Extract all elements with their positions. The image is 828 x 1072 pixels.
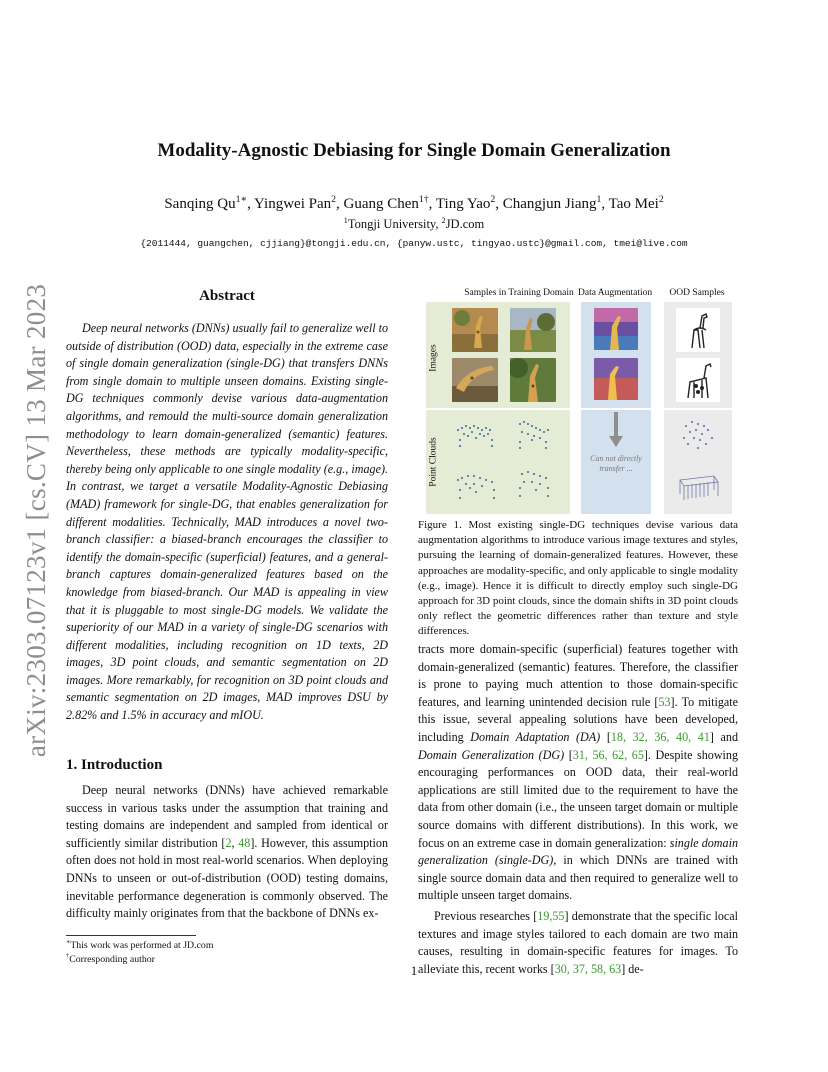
citation-link[interactable]: 18, 32, 36, 40, 41 xyxy=(610,729,710,744)
page-number: 1 xyxy=(410,963,418,978)
point-cloud-chair xyxy=(510,464,558,504)
figure-1 xyxy=(418,288,740,514)
column-heading: Samples in Training Domain xyxy=(464,288,574,298)
augmented-photo xyxy=(594,358,638,400)
citation-link[interactable]: 31, 56, 62, 65 xyxy=(572,747,644,762)
author-emails: {2011444, guangchen, cjjiang}@tongji.edu.cn, {panyw.ustc, tingyao.ustc}@gmail.com, tmei@live.com xyxy=(140,238,688,249)
point-cloud-ood xyxy=(674,466,722,506)
row-label-images: Images xyxy=(429,344,439,372)
abstract-text: Deep neural networks (DNNs) usually fail to generalize well to outside of distribution (OOD) data, especially in the extreme case of single domain generalization (single-DG) that transfers DNNs from single domain to multiple unseen domains. Existing single-DG techniques commonly devise various data-augmentation algorithms, and remould the multi-source domain generalization methodology to learn domain-generalized (semantic) features. Nevertheless, these methods are typically modality-specific, thereby being only applicable to one single modality (e.g., image). In contrast, we target a versatile Modality-Agnostic Debiasing (MAD) framework for single-DG, that enables generalization for different modalities. Technically, MAD introduces a novel two-branch classifier: a biased-branch encourages the classifier to identify the domain-specific (superficial) features, and a general-branch captures domain-generalized features based on the knowledge from biased-branch. Our MAD is appealing in view that it is pluggable to most single-DG models. We validate the superiority of our MAD in a variety of single-DG scenarios with different modalities, including recognition on 1D texts, 2D images, 3D point clouds, and semantic segmentation on 2D images. More remarkably, for recognition on 3D point clouds and semantic segmentation on 2D images, MAD improves DSU by 2.82% and 1.5% in accuracy and mIOU. xyxy=(66,321,389,723)
author-name: Tao Mei xyxy=(608,196,659,212)
paragraph: Previous researches [19,55] demonstrate that the specific local textures and image styles tailored to each domain are two main causes, resulting in domain-specific features for images. To alleviate this, recent works [30, 37, 58, 63] de- xyxy=(418,908,738,976)
figure-caption: Figure 1. Most existing single-DG techniques devise various data augmentation algorithms to introduce various image textures and styles, pursuing the learning of domain-generalized features. However, these approaches are modality-specific, and only applicable to single modality (e.g., image). Hence it is difficult to directly employ such single-DG approach for 3D point clouds, since the domain shifts in 3D point clouds only reflect the geometric differences rather than texture and style differences. xyxy=(418,519,738,638)
point-cloud-ood xyxy=(674,416,722,456)
intro-heading: 1. Introduction xyxy=(66,757,163,773)
point-cloud-chair xyxy=(452,416,500,454)
arxiv-id: arXiv:2303.07123v1 [cs.CV] 13 Mar 2023 xyxy=(21,283,52,757)
author-name: Guang Chen xyxy=(343,196,419,212)
giraffe-photo xyxy=(452,308,498,352)
no-transfer-note: Can not directly transfer ... xyxy=(590,454,642,473)
giraffe-photo xyxy=(510,358,556,402)
author-list: Sanqing $Qu^{1∗}$, Yingwei Pan$^2$, Guang Chen$^{1\dagger}$, Ting Yao$^2$, Changjun Jiang$^1$, Tao Mei$^2$ xyxy=(164,194,664,212)
footnote-rule xyxy=(66,935,196,936)
citation-link[interactable]: 53 xyxy=(658,694,671,709)
paper-title: Modality-Agnostic Debiasing for Single Domain Generalization xyxy=(157,140,671,161)
intro-text: Deep neural networks (DNNs) have achieved remarkable success in various tasks under the assumption that training and testing domains are independent and sampled from identical or sufficiently similar distribution [2, 48]. However, this assumption often does not hold in most real-world scenarios. When deploying DNNs to unseen or out-of-distribution (OOD) testing domains, inevitable performance degeneration is commonly observed. The difficulty mainly originates from that the backbone of DNNs ex- xyxy=(66,783,388,921)
row-divider xyxy=(426,408,732,410)
giraffe-photo xyxy=(452,358,498,402)
citation-link[interactable]: 30, 37, 58, 63 xyxy=(554,961,622,976)
abstract-heading: Abstract xyxy=(199,288,255,304)
citation-link[interactable]: 2 xyxy=(225,835,232,850)
point-cloud-chair xyxy=(452,464,500,504)
giraffe-sketch xyxy=(676,308,720,352)
giraffe-photo xyxy=(510,308,556,352)
paragraph: tracts more domain-specific (superficial) features together with domain-generalized (semantic) features. Therefore, the classifier is prone to paying much attention to those domain-specific features, and learning unintended decision rule [53]. To mitigate this issue, several appealing solutions have been developed, including Domain Adaptation (DA) [18, 32, 36, 40, 41] and Domain Generalization (DG) [31, 56, 62, 65]. Despite showing encouraging performances on OOD data, their real-world applications are still limited due to the requirement to have the data from other domain (i.e., the unseen target domain or multiple source domains with different distributions). In this work, we focus on an extreme case in domain generalization: single domain generalization (single-DG), in which DNNs are trained with single source domain data and then required to generalize well to multiple unseen target domains. xyxy=(418,642,739,903)
giraffe-sketch xyxy=(676,358,720,402)
author-name: Sanqing Qu xyxy=(164,196,236,212)
point-cloud-chair xyxy=(510,416,558,454)
affiliations: $^1$Tongji University, $^2$JD.com xyxy=(343,215,485,231)
column-heading: Data Augmentation xyxy=(578,288,653,298)
right-column-text xyxy=(418,641,738,978)
down-arrow-icon xyxy=(608,412,624,448)
row-label-point-clouds: Point Clouds xyxy=(429,437,439,487)
footnote: ∗This work was performed at JD.com xyxy=(66,938,214,951)
author-name: Ting Yao xyxy=(435,196,491,212)
arxiv-stamp xyxy=(12,285,62,755)
footnote: †Corresponding author xyxy=(66,952,155,965)
author-name: Yingwei Pan xyxy=(254,196,332,212)
author-name: Changjun Jiang xyxy=(502,196,597,212)
column-heading: OOD Samples xyxy=(669,288,725,298)
augmented-photo xyxy=(594,308,638,350)
citation-link[interactable]: 19,55 xyxy=(537,908,565,923)
citation-link[interactable]: 48 xyxy=(238,835,251,850)
